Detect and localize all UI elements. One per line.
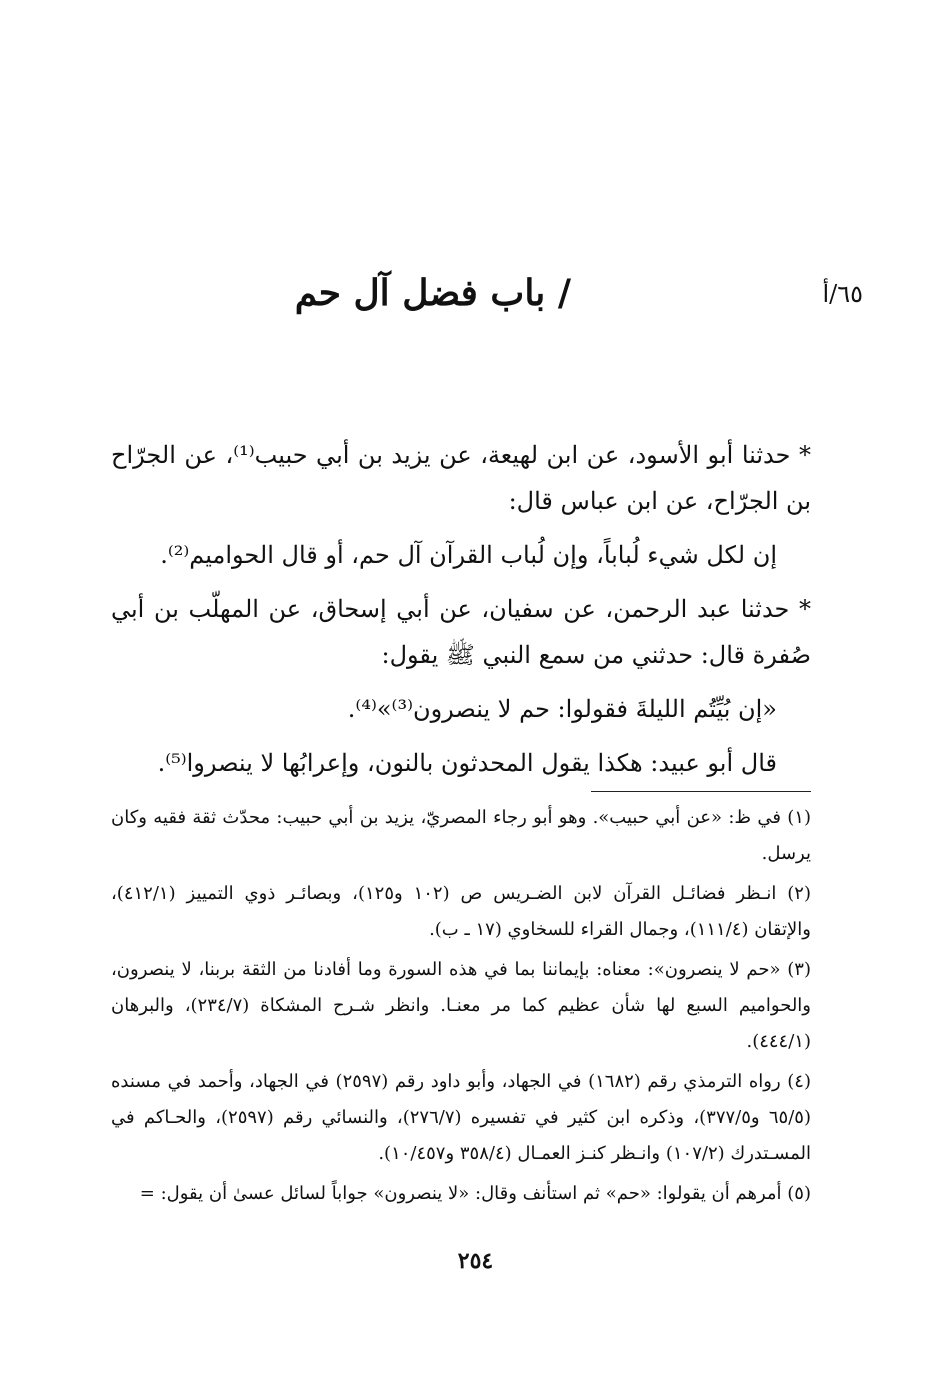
paragraph-isnad-2: * حدثنا عبد الرحمن، عن سفيان، عن أبي إسحاق، عن المهلّب بن أبي صُفرة قال: حدثني من سمع النبي ﷺ يقول:: [111, 595, 811, 669]
page-number: ٢٥٤: [457, 1248, 494, 1274]
footnote-divider: [591, 791, 811, 792]
paragraph-isnad-1: * حدثنا أبو الأسود، عن ابن لهيعة، عن يزيد بن أبي حبيب⁽¹⁾، عن الجرّاح بن الجرّاح، عن ابن عباس قال:: [111, 441, 811, 515]
paragraph-comment: قال أبو عبيد: هكذا يقول المحدثون بالنون، وإعرابُها لا ينصروا⁽⁵⁾.: [157, 749, 777, 777]
chapter-title: / باب فضل آل حم: [294, 272, 571, 314]
main-text: [111, 432, 811, 794]
footnotes: [111, 800, 811, 1216]
footnote-5: (٥) أمرهم أن يقولوا: «حم» ثم استأنف وقال: «لا ينصرون» جواباً لسائل عسىٰ أن يقول: =: [139, 1183, 811, 1204]
footnote-3: (٣) «حم لا ينصرون»: معناه: بإيماننا بما في هذه السورة وما أفادنا من الثقة بربنا، لا ينصرون، والحواميم السبع لها شأن عظيم كما مر معنـا. وانظر شـرح المشكاة (٢٣٤/٧)، والبرهان (٤٤٤/١).: [111, 959, 812, 1052]
paragraph-quote-2: «إن بُيِّتُم الليلةَ فقولوا: حم لا ينصرون⁽³⁾»⁽⁴⁾.: [347, 695, 777, 723]
footnote-1: (١) في ظ: «عن أبي حبيب». وهو أبو رجاء المصريّ، يزيد بن أبي حبيب: محدّث ثقة فقيه وكان يرسل.: [111, 807, 811, 864]
folio-marker: ٦٥/أ: [822, 280, 863, 308]
paragraph-quote-1: إن لكل شيء لُباباً، وإن لُباب القرآن آل حم، أو قال الحواميم⁽²⁾.: [160, 541, 777, 569]
footnote-2: (٢) انـظر فضائـل القرآن لابن الضـريس ص (١٠٢ و١٢٥)، وبصائـر ذوي التمييز (٤١٢/١)، والإتقان (١١١/٤)، وجمال القراء للسخاوي (١٧ ـ ب).: [111, 883, 811, 940]
footnote-4: (٤) رواه الترمذي رقم (١٦٨٢) في الجهاد، وأبو داود رقم (٢٥٩٧) في الجهاد، وأحمد في مسنده (٦٥/٥ و٣٧٧/٥)، وذكره ابن كثير في تفسيره (٢٧٦/٧)، والنسائي رقم (٢٥٩٧)، والحـاكم في المسـتدرك (١٠٧/٢) وانـظر كنـز العمـال (٣٥٨/٤ و١٠/٤٥٧).: [111, 1071, 811, 1164]
